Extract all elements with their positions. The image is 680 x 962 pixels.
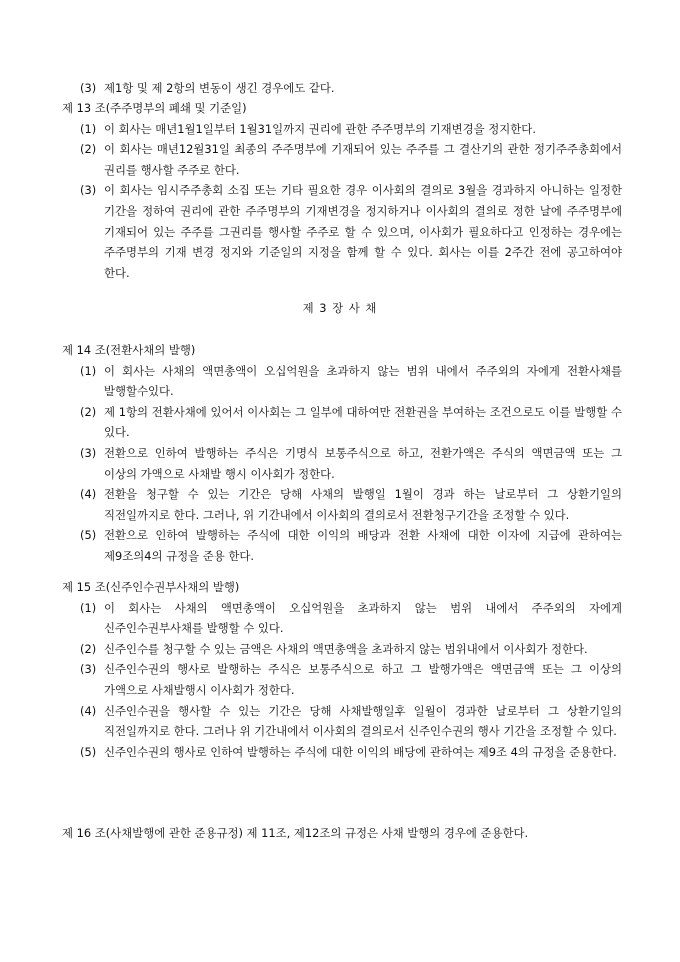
item-number: (1) (80, 121, 97, 136)
article-14-heading: 제 14 조(전환사채의 발행) (62, 343, 196, 357)
item-number: (3) (80, 445, 97, 460)
item-number: (1) (80, 363, 97, 378)
item-number: (2) (80, 641, 97, 656)
article-15-item-4 (0, 701, 622, 742)
item-number: (5) (80, 744, 97, 759)
item-text: 이 회사는 사채의 액면총액이 오십억원을 초과하지 않는 범위 내에서 주주외의 자에게 신주인수권부사채를 발행할 수 있다. (104, 600, 622, 636)
article-13-item-1 (0, 119, 622, 140)
article-13 (0, 98, 680, 283)
article-15-heading: 제 15 조(신주인수권부사채의 발행) (62, 580, 240, 594)
article-15-item-2 (0, 639, 622, 660)
article-14-item-1 (0, 361, 622, 402)
article-15-item-1 (0, 598, 622, 639)
item-number: (4) (80, 487, 97, 502)
article-14-item-2 (0, 402, 622, 443)
item-text: 전환으로 인하여 발행하는 주식은 기명식 보통주식으로 하고, 전환가액은 주식의 액면금액 또는 그 이상의 가액으로 사채발 행시 이사회가 정한다. (104, 445, 622, 481)
article-13-item-3 (0, 180, 622, 283)
item-text: 신주인수권의 행사로 발행하는 주식은 보통주식으로 하고 그 발행가액은 액면금액 또는 그 이상의 가액으로 사채발행시 이사회가 정한다. (104, 662, 622, 697)
article-13-heading: 제 13 조(주주명부의 폐쇄 및 기준일) (62, 101, 247, 115)
article-13-item-2 (0, 139, 622, 180)
article-15 (0, 577, 680, 762)
lead-item (0, 78, 680, 99)
article-15-item-3 (0, 659, 622, 700)
item-number: (4) (80, 703, 97, 718)
chapter-heading: 제 3 장 사 채 (302, 301, 378, 315)
item-text: 이 회사는 임시주주총회 소집 또는 기타 필요한 경우 이사회의 결의로 3월을 경과하지 아니하는 일정한 기간을 정하여 권리에 관한 주주명부의 기재변경을 정지하거나 이사회의 결의로 정한 날에 주주명부에 기재되어 있는 주주를 그권리를 행사할 주주로 할 수 있으며, 이사회가 필요하다고 인정하는 경우에는 주주명부의 기재 변경 정지와 기준일의 지정을 함께 할 수 있다. 회사는 이를 2주간 전에 공고하여야 한다. (104, 183, 622, 280)
article-16: 제 16 조(사채발행에 관한 준용규정) 제 11조, 제12조의 규정은 사채 발행의 경우에 준용한다. (62, 826, 529, 840)
item-text: 신주인수를 청구할 수 있는 금액은 사채의 액면총액을 초과하지 않는 범위내에서 이사회가 정한다. (104, 641, 588, 656)
article-14-item-4 (0, 484, 622, 525)
item-number: (5) (80, 528, 97, 543)
article-14-item-5 (0, 525, 622, 566)
item-number: (3) (80, 662, 97, 677)
article-14-item-3 (0, 443, 622, 484)
item-text: 이 회사는 매년12월31일 최종의 주주명부에 기재되어 있는 주주를 그 결산기의 관한 정기주주총회에서 권리를 행사할 주주로 한다. (104, 142, 622, 177)
item-text: 이 회사는 사채의 액면총액이 오십억원을 초과하지 않는 범위 내에서 주주외의 자에게 전환사채를 발행할수있다. (104, 363, 622, 399)
item-number: (3) (80, 183, 97, 198)
item-text: 전환으로 인하여 발행하는 주식에 대한 이익의 배당과 전환 사채에 대한 이자에 지급에 관하여는 제9조의4의 규정을 준용 한다. (104, 528, 622, 563)
item-number: (1) (80, 600, 97, 615)
article-15-item-5 (0, 742, 622, 763)
item-number: (2) (80, 404, 97, 419)
article-14 (0, 340, 680, 567)
item-text: 이 회사는 매년1월1일부터 1월31일까지 권리에 관한 주주명부의 기재변경을 정지한다. (104, 121, 536, 136)
item-number: (3) (80, 81, 97, 95)
item-text: 신주인수권의 행사로 인하여 발행하는 주식에 대한 이익의 배당에 관하여는 제9조 4의 규정을 준용한다. (104, 744, 617, 759)
item-text: 신주인수권을 행사할 수 있는 기간은 당해 사채발행일후 일월이 경과한 날로부터 그 상환기일의 직전일까지로 한다. 그러나 위 기간내에서 이사회의 결의로서 신주인수권의 행사 기간을 조정할 수 있다. (104, 703, 622, 739)
item-text: 제1항 및 제 2항의 변동이 생긴 경우에도 같다. (104, 81, 335, 95)
item-text: 전환을 청구할 수 있는 기간은 당해 사채의 발행일 1월이 경과 하는 날로부터 그 상환기일의 직전일까지로 한다. 그러나, 위 기간내에서 이사회의 결의로서 전환청구기간을 조정할 수 있다. (104, 487, 622, 522)
item-number: (2) (80, 142, 97, 157)
item-text: 제 1항의 전환사채에 있어서 이사회는 그 일부에 대하여만 전환권을 부여하는 조건으로도 이를 발행할 수 있다. (104, 404, 622, 440)
